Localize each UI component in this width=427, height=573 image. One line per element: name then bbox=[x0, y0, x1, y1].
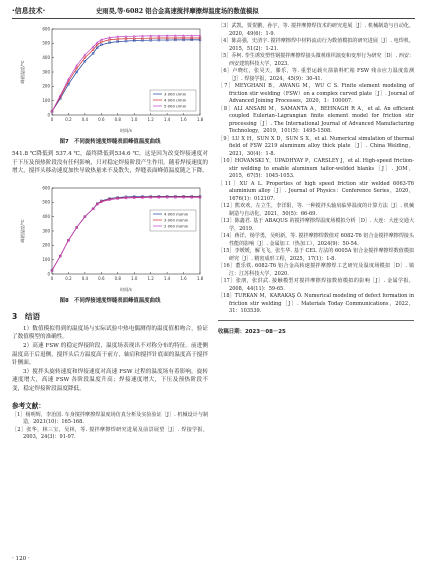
x-axis-label: 时间/s bbox=[120, 286, 132, 292]
y-axis-label: 峰值温度/℃ bbox=[20, 60, 25, 84]
section-title-conclusion: 3 结语 bbox=[12, 311, 41, 321]
reference-item: ［3］武凯，贾贺鹏，孙宇，等. 搅拌摩擦焊技术的研究进展［J］. 机械制造与自动化，2020，49(6)：1-9. bbox=[218, 23, 414, 37]
right-column bbox=[218, 23, 414, 335]
page-number: · 120 · bbox=[12, 556, 30, 562]
y-tick-label: 400 bbox=[42, 55, 50, 61]
reference-item: ［16］董乐铁. 6082-T6 铝合金高转速搅拌摩擦焊工艺研究及温度场模拟［D］. 镇江：江苏科技大学，2020. bbox=[218, 263, 414, 277]
received-rule bbox=[218, 320, 414, 321]
reference-item: ［1］杨明辉，李治国. 车身搅拌摩擦焊温度场仿真分析及实验验证［J］. 机械设计与制造，2021(10)：165-168. bbox=[12, 411, 208, 426]
conclusion-item-3: 3）搅拌头旋转速度和焊接速度对高速 FSW 过程的温度场有着影响。旋转速度增大，高速 FSW 各阶段温度升高；焊接速度增大，下压及预热阶段不变，稳定焊接阶段温度降低。 bbox=[12, 368, 208, 392]
x-tick-label: 1.6 bbox=[180, 117, 187, 122]
y-tick-label: 200 bbox=[42, 83, 50, 89]
x-tick-label: 1.4 bbox=[163, 117, 171, 122]
reference-item: ［2］张华，林三宝，吴林，等. 搅拌摩擦焊研究进展及前景展望［J］. 焊接学报，2003，24(3)：91-97. bbox=[12, 426, 208, 441]
x-tick-label: 1.0 bbox=[131, 275, 138, 281]
x-tick-label: 0.8 bbox=[114, 275, 121, 281]
figure-8-chart bbox=[12, 182, 208, 294]
x-tick-label: 0.4 bbox=[81, 275, 89, 281]
x-tick-label: 0.4 bbox=[81, 117, 89, 122]
x-tick-label: 1.8 bbox=[196, 117, 204, 122]
reference-item: ［9］LU X H，SUN X D，SUN S X，et al. Numerical simulation of thermal field of FSW 2219 aluminum alloy thick plate［J］. China Welding，2021，30(4)：1-8. bbox=[218, 135, 414, 157]
figure-7-chart bbox=[12, 23, 208, 135]
y-tick-label: 0 bbox=[47, 112, 50, 118]
x-tick-label: 1.6 bbox=[180, 275, 187, 281]
reference-item: ［5］乔柯. 孪生诱发塑性钢搅拌摩擦焊接头微观组织演变和变形行为研究［D］. 西安：西安建筑科技大学，2023. bbox=[218, 53, 414, 67]
reference-item: ［7］MEYGHANI B，AWANG M，WU C S. Finite element modeling of friction stir welding（FSW）on a complex curved plate［J］. Journal of Advanced Joining Processes，2020，1：100007. bbox=[218, 83, 414, 104]
reference-item: ［18］TURKAN M，KARAKAŞ Ö. Numerical modeling of defect formation in friction stir welding［J］. Materials Today Communications，2022，31：103539. bbox=[218, 293, 414, 314]
conclusion-item-1: 1）数值模拟得到的温度场与实际试验中热电偶测得的温度值相吻合，验证了数值模型的准确性。 bbox=[12, 325, 208, 341]
legend-label: 4 000 m/min bbox=[164, 211, 189, 217]
header-journal-section: ·信息技术· bbox=[12, 7, 46, 15]
y-tick-label: 300 bbox=[42, 69, 50, 75]
legend-label: 4 000 r/min bbox=[164, 97, 187, 103]
x-tick-label: 0.6 bbox=[98, 117, 105, 122]
x-tick-label: 0.8 bbox=[114, 117, 121, 122]
y-tick-label: 600 bbox=[42, 26, 50, 32]
x-tick-label: 1.0 bbox=[131, 117, 138, 122]
y-tick-label: 100 bbox=[42, 256, 50, 262]
x-tick-label: 1.2 bbox=[147, 117, 154, 122]
reference-item: ［8］ALI ANSARI M，SAMANTA A，BEHNAGH R A，et al. An efficient coupled Eulerian–Lagrangian finite element model for friction stir processing［J］. The International Journal of Advanced Manufacturing Technology，2019，101(5)：1495-1508. bbox=[218, 105, 414, 134]
y-axis-label: 峰值温度/℃ bbox=[20, 219, 25, 243]
y-tick-label: 600 bbox=[42, 185, 50, 191]
reference-item: ［4］陈高强，史清宇. 搅拌摩擦焊中材料流动行为数值模拟的研究进展［J］. 电焊机，2015，51(2)：1-21. bbox=[218, 38, 414, 52]
reference-item: ［11］XU A L. Properties of high speed friction stir welded 6063-T6 aluminium alloy［J］. Journal of Physics：Conference Series，2020，1676(1)：012107. bbox=[218, 180, 414, 202]
x-tick-label: 0.6 bbox=[98, 275, 105, 281]
y-tick-label: 400 bbox=[42, 213, 50, 219]
reference-item: ［15］李媛媛，解飞飞，张生华. 基于 CEL 方法的 6005A 铝合金搅拌摩擦焊数值模拟研究［J］. 精密成形工程，2025，17(1)：1-8. bbox=[218, 248, 414, 262]
reference-item: ［10］HOVANSKI Y，UPADHYAY P，CARSLEY J，et al. High-speed friction-stir welding to enable aluminum tailor-welded blanks［J］. JOM，2015，67(5)：1045-1053. bbox=[218, 158, 414, 179]
reference-item: ［12］熊欢欢，左立生，李洋阳，等. 一种搅拌头轴肩临界温度的计算方法［J］. 机械制造与自动化，2021，50(5)：66-69. bbox=[218, 203, 414, 217]
header-rule bbox=[12, 18, 415, 19]
x-tick-label: 0 bbox=[50, 275, 54, 281]
x-axis-label: 时间/s bbox=[120, 128, 132, 133]
reference-item: ［14］蒋洋，杨学勇，吴明新，等. 搅拌摩擦焊数值对 6082-T6 铝合金搅拌摩擦焊接头性能的影响［J］. 金属加工（热加工），2024(9)：50-54. bbox=[218, 233, 414, 247]
figure-8 bbox=[12, 182, 208, 294]
reference-item: ［13］陈鑫君. 基于 ABAQUS 的搅拌摩擦焊温度场模拟分析［D］. 大连：大连交通大学，2019. bbox=[218, 218, 414, 232]
header-running-title: 史雨昊,等·6082 铝合金高速搅拌摩擦焊温度场的数值模拟 bbox=[96, 8, 259, 15]
y-tick-label: 0 bbox=[47, 271, 50, 277]
y-tick-label: 500 bbox=[42, 40, 50, 46]
left-column bbox=[12, 23, 208, 442]
legend-label: 5 000 r/min bbox=[164, 103, 187, 109]
legend-label: 3 000 r/min bbox=[164, 91, 187, 97]
legend-label: 3 000 m/min bbox=[164, 217, 189, 223]
references-heading: 参考文献： bbox=[12, 401, 45, 410]
figure-7 bbox=[12, 23, 208, 135]
reference-item: ［6］卢晓红，张昊天，滕乐，等. 重型运载火箭箭料贮箱 FSW 残余应力温度监测［J］. 焊接学报，2024，45(9)：30-41. bbox=[218, 68, 414, 82]
x-tick-label: 0 bbox=[50, 117, 54, 122]
x-tick-label: 0.2 bbox=[65, 275, 72, 281]
y-tick-label: 100 bbox=[42, 98, 50, 104]
x-tick-label: 1.8 bbox=[196, 275, 204, 281]
y-tick-label: 300 bbox=[42, 228, 50, 234]
received-date: 收稿日期：2023－08－25 bbox=[218, 328, 286, 335]
x-tick-label: 0.2 bbox=[65, 117, 72, 122]
legend-label: 2 000 m/min bbox=[164, 223, 189, 229]
y-tick-label: 200 bbox=[42, 242, 50, 248]
reference-item: ［17］张朋，张洪武. 接触模型对搅拌摩擦焊接数值模拟的影响［J］. 金属学报，2008，44(11)：59-65. bbox=[218, 278, 414, 292]
x-tick-label: 1.2 bbox=[147, 275, 154, 281]
paragraph-after-figure-7: 541.8 ℃降低到 537.4 ℃，最终降低到534.6 ℃，这是因为改变焊接速度对于下压及预热阶段没有任何影响，只对稳定焊接阶段产生作用。随着焊接速度的增大，搅拌头移动速度加快导致热量来不及散失，焊缝表面峰值温度随之下降。 bbox=[12, 151, 208, 175]
figure-8-caption: 图8 不同焊接速度焊缝表面峰值温度曲线 bbox=[59, 297, 161, 304]
conclusion-item-2: 2）高速 FSW 的稳定焊接阶段，温度场表现出不对称分布的特征。前进侧温度高于后退侧，搅拌头后方温度高于前方，轴肩和搅拌针底面的温度高于搅拌针侧面。 bbox=[12, 342, 208, 367]
x-tick-label: 1.4 bbox=[163, 275, 171, 281]
y-tick-label: 500 bbox=[42, 199, 50, 205]
figure-7-caption: 图7 不同旋转速度焊缝表面峰值温度曲线 bbox=[59, 139, 161, 145]
